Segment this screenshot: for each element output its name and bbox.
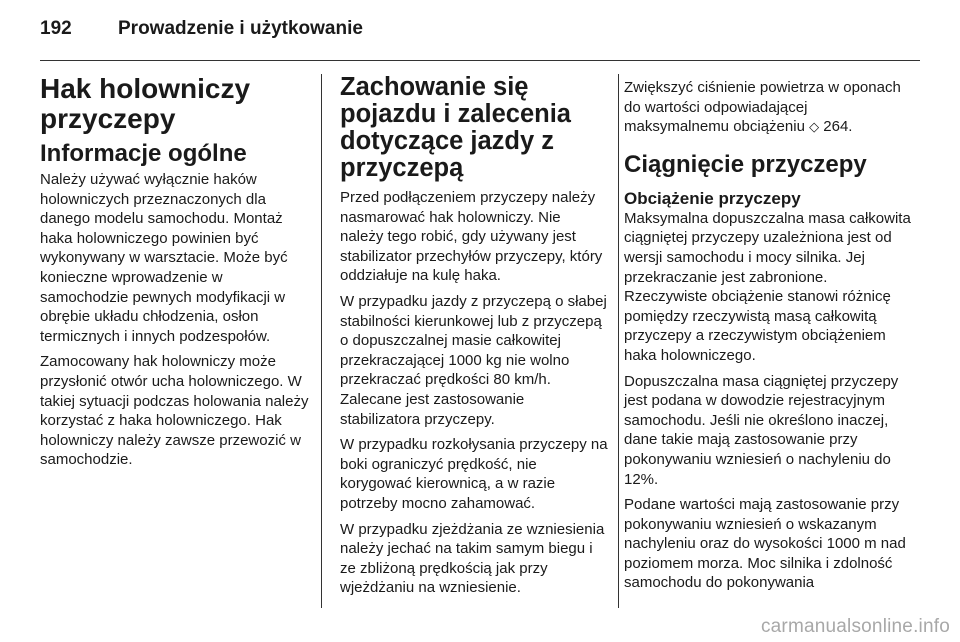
paragraph-text: Zwiększyć ciśnienie powietrza w oponach do wartości odpowiadającej maksymalnemu obciążeniu xyxy=(624,79,901,136)
paragraph-tire-pressure xyxy=(624,78,914,137)
paragraph: W przypadku zjeżdżania ze wzniesienia należy jechać na takim samym biegu i ze zbliżoną prędkością jak przy wjeżdżaniu na wzniesienie. xyxy=(340,520,605,597)
column-2 xyxy=(340,74,608,604)
header-divider xyxy=(40,60,920,61)
page-number: 192 xyxy=(40,18,72,39)
section-title-hak-holowniczy: Hak holowniczy przyczepy xyxy=(40,73,251,134)
page-reference-arrow-icon: ◇ xyxy=(809,119,820,135)
column-divider-1 xyxy=(321,74,322,608)
chapter-title: Prowadzenie i użytkowanie xyxy=(118,18,363,39)
section-title-ciagniecie: Ciągnięcie przyczepy xyxy=(624,150,867,178)
column-divider-2 xyxy=(618,74,619,608)
column-1 xyxy=(40,74,312,476)
paragraph: Podane wartości mają zastosowanie przy pokonywaniu wzniesień o wskazanym nachyleniu oraz do wysokości 1000 m nad poziomem morza. Moc silnika i zdolność samochodu do pokonywania xyxy=(624,496,906,592)
page-reference-link[interactable]: 264. xyxy=(823,118,853,136)
paragraph: Przed podłączeniem przyczepy należy nasmarować hak holowniczy. Nie należy tego robić, gdy używany jest stabilizator przechyłów przyczepy, który oddziałuje na kulę haka. xyxy=(340,189,603,285)
paragraph: Zamocowany hak holowniczy może przysłonić otwór ucha holowniczego. W takiej sytuacji podczas holowania należy korzystać z haka holowniczego. Hak holowniczy należy zawsze przewozić w samochodzie. xyxy=(40,353,309,469)
paragraph: Maksymalna dopuszczalna masa całkowita ciągniętej przyczepy uzależniona jest od wersji samochodu i mocy silnika. Jej przekraczanie jest zabronione. Rzeczywiste obciążenie stanowi różnicę pomiędzy rzeczywistą masą całkowitą przyczepy a rzeczywistym obciążeniem haka holowniczego. xyxy=(624,209,911,364)
column-3 xyxy=(624,78,914,599)
paragraph: W przypadku jazdy z przyczepą o słabej stabilności kierunkowej lub z przyczepą o dopuszczalnej masie całkowitej przekraczającej 1000 kg nie wolno przekraczać prędkości 80 km/h. Zalecane jest zastosowanie stabilizatora przyczepy. xyxy=(340,292,607,428)
page-header xyxy=(40,18,920,48)
subsection-title-informacje: Informacje ogólne xyxy=(40,140,247,167)
section-title-zachowanie: Zachowanie się pojazdu i zalecenia dotyczące jazdy z przyczepą xyxy=(340,73,571,182)
paragraph: W przypadku rozkołysania przyczepy na boki ograniczyć prędkość, nie korygować kierownicą, a w razie potrzeby mocno zahamować. xyxy=(340,436,608,512)
subsection-title-obciazenie: Obciążenie przyczepy xyxy=(624,188,801,208)
watermark: carmanualsonline.info xyxy=(760,616,950,637)
paragraph: Należy używać wyłącznie haków holowniczych przeznaczonych dla danego modelu samochodu. Montaż haka holowniczego powinien być wykonywany w warsztacie. Może być konieczne wprowadzenie w samochodzie pewnych modyfikacji w obrębie układu chłodzenia, osłon termicznych i innych podzespołów. xyxy=(40,171,288,345)
paragraph: Dopuszczalna masa ciągniętej przyczepy jest podana w dowodzie rejestracyjnym samochodu. Jeśli nie określono inaczej, dane takie mają zastosowanie przy pokonywaniu wzniesień o nachyleniu do 12%. xyxy=(624,372,899,488)
